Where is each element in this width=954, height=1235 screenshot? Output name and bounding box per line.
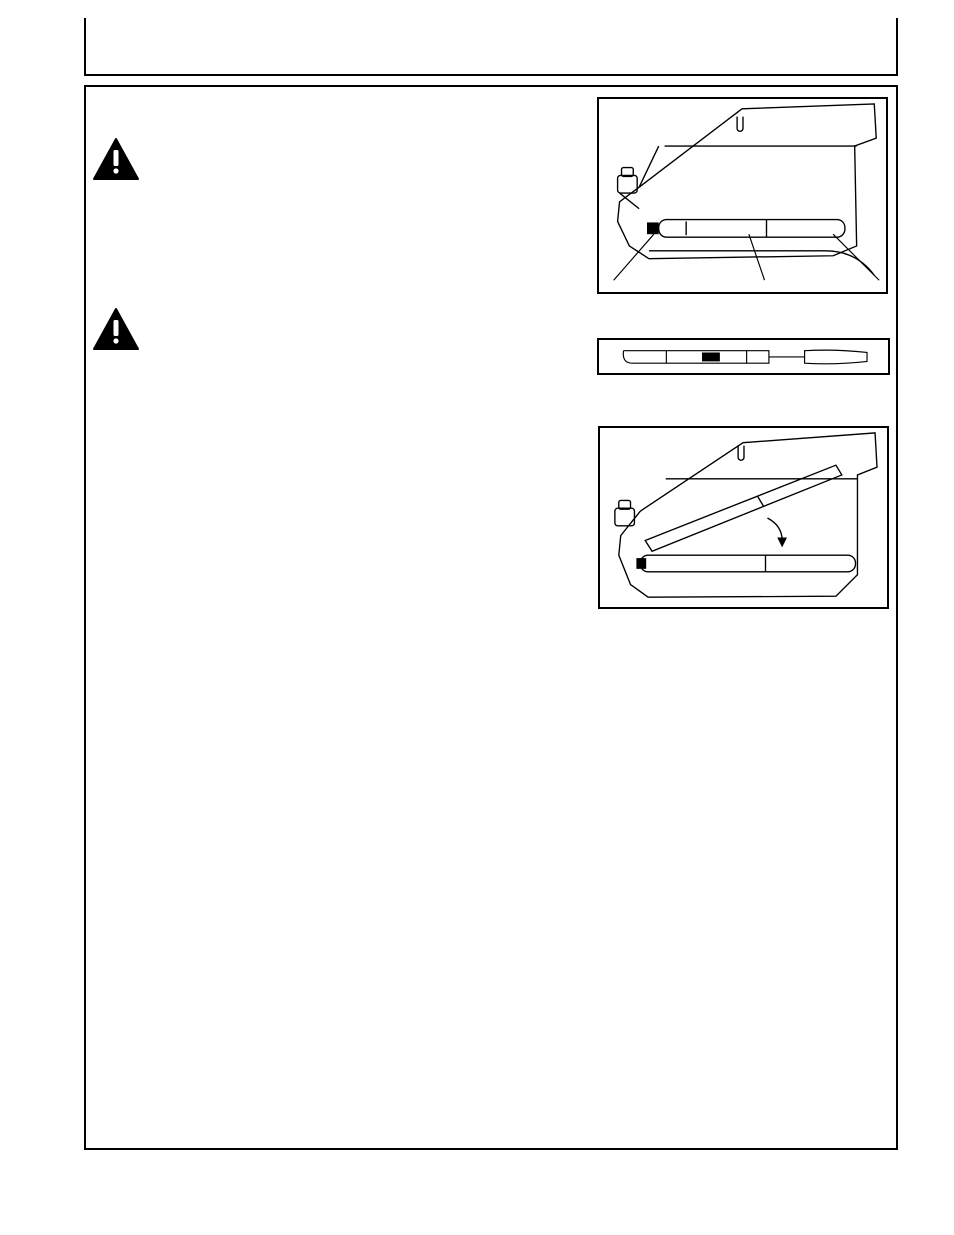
figure-tube-pivot <box>598 426 889 609</box>
warning-triangle-icon <box>92 307 140 351</box>
warning-triangle-icon <box>92 137 140 181</box>
figure-tube-removed <box>597 338 890 375</box>
frame-tube-illustration <box>599 99 886 292</box>
figure-tube-installed <box>597 97 888 294</box>
tube-screwdriver-illustration <box>599 340 888 373</box>
tube-pivot-illustration <box>600 428 887 607</box>
page-header-box <box>84 18 898 76</box>
